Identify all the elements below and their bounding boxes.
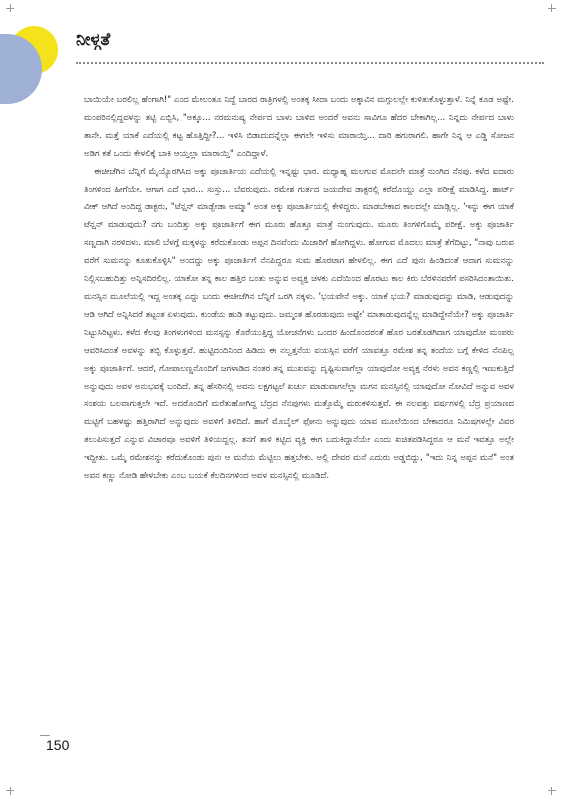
crop-mark	[551, 4, 552, 12]
crop-mark	[10, 4, 11, 12]
footer-rule	[40, 735, 50, 736]
crop-mark	[10, 787, 11, 795]
section-title: ನೀಳ್ಗತೆ	[76, 30, 111, 50]
paragraph: ಈಚೀಚೆಗಿನ ಬೆನ್ನಿಗೆ ಮೈಯ್ಯೊರಗಿಸಿದ ಅಕ್ಕು ಪೂಜಾರ್ತಿಯ ಎದೆಯಲ್ಲಿ ಇನ್ನಷ್ಟು ಭಾರ. ಮಧ್ಯಾಹ್ನ ಮಲಗುವ ಮೊದಲೇ ಮಾತ್ರೆ ನುಂಗಿದ ನೆನಪು. ಕಳೆದ ಐದಾರು ತಿಂಗಳಿಂದ ಹೀಗೆಯೇ. ಆಗಾಗ ಎದೆ ಭಾರ... ಸುಸ್ತು... ಬೆವರುವುದು. ರಮೇಶ ಗುರ್ತದ ಜಯದೇವ ಡಾಕ್ಟರಲ್ಲಿ ಕರೆದೊಯ್ದು ಎಲ್ಲಾ ಪರೀಕ್ಷೆ ಮಾಡಿಸಿದ್ದ. ಹಾರ್ಟ್ ವೀಕ್ ಆಗಿದೆ ಅಂದಿದ್ದ ಡಾಕ್ಟರು, "ಟೆನ್ಷನ್ ಮಾಡ್ಬೇಡಾ ಅಮ್ಮಾ" ಅಂತ ಅಕ್ಕು ಪೂಜಾರ್ತಿಯಲ್ಲಿ ಕೇಳಿದ್ದರು. ಮಾಡಬೇಕಾದ ಕಾಲದಲ್ಲೇ ಮಾಡ್ಲಿಲ್ಲ. 'ಇನ್ನು ಈಗ ಯಾಕೆ ಟೆನ್ಷನ್ ಮಾಡುವುದು? ನಗು ಬಂದಿತ್ತು ಅಕ್ಕು ಪೂಜಾರ್ತಿಗೆ ಈಗ ಮೂರು ಹೊತ್ತೂ ಮಾತ್ರೆ ನುಂಗುವುದು. ಮೂರು ತಿಂಗಳಿಗೊಮ್ಮೆ ಪರೀಕ್ಷೆ. ಅಕ್ಕು ಪೂಜಾರ್ತಿ ಸಣ್ಣದಾಗಿ ನರಳಿದಳು. ಮಾಲಿ ಬೆಳಗ್ಗೆ ಮಕ್ಕಳನ್ನು ಕರೆದುಕೊಂಡು ಅಪ್ಪನ ದಿನವೆಂದು ಮಿಜಾರಿಗೆ ಹೋಗಿದ್ದಳು. ಹೋಗುವ ಮೊದಲು ಮಾತ್ರೆ ತೆಗೆದಿಟ್ಟು, "ನಾವು ಬರುವ ವರೆಗೆ ಸುಮನನ್ನು ಕೂತುಕೊಳ್ಳಿಸಿ" ಅಂದದ್ದು ಅಕ್ಕು ಪೂಜಾರ್ತಿಗೆ ನೆನಪಿದ್ದರೂ ಸುಮ ಹೊರಟಾಗ ಹೇಳಲಿಲ್ಲ. ಈಗ ಎದೆ ಪುನಃ ಹಿಂಡಿದಂತೆ ಆದಾಗ ಸುಮನನ್ನು ನಿಲ್ಲಿಸಬಹುದಿತ್ತು ಅನ್ನಿಸದಿರಲಿಲ್ಲ. ಯಾಕೋ ತನ್ನ ಕಾಲ ಹತ್ತಿರ ಬಂತು ಅನ್ನುವ ಅವ್ಯಕ್ತ ಚಳಕು ಎದೆಯಿಂದ ಹೊರಟು ಕಾಲ ಕಿರು ಬೆರಳಿನವರೆಗೆ ಪಸರಿಸಿದಂತಾಯಿತು. ಮನಸ್ಸಿನ ಮೂಲೆಯಲ್ಲಿ ಇದ್ದ ಅಂತಕ್ಕ ಎದ್ದು ಬಂದು ಈಚೀಚೆಗಿನ ಬೆನ್ನಿಗೆ ಒರಗಿ ನಕ್ಕಳು. 'ಭಯವೇನೆ ಅಕ್ಕು. ಯಾಕೆ ಭಯ? ಮಾಡುವುದನ್ನು ಮಾಡಿ, ಆಡುವುದನ್ನು ಆಡಿ ಆಗಿದೆ ಅನ್ನಿಸಿದರೆ ತಟ್ಟಂತ ಏಳುವುದು. ಕುಂಡೆಯ ಹುಡಿ ತಟ್ಟುವುದು. ಜಮ್ಮಂತ ಹೊರಡುವುದು ಅಷ್ಟೇ' ಮಾತಾಡುವುದನ್ನೆಲ್ಲ ಮಾಡಿದ್ದೇನೆಯೇ? ಅಕ್ಕು ಪೂಜಾರ್ತಿ ನಿಟ್ಟುಸಿರಿಟ್ಟಳು. ಕಳೆದ ಕೆಲವು ತಿಂಗಳುಗಳಿಂದ ಮನಸ್ಸನ್ನು ಕೊರೆಯುತ್ತಿದ್ದ ಯೋಚನೆಗಳು ಒಂದರ ಹಿಂದೊಂದರಂತೆ ಹೊರ ಬರತೊಡಗಿದಾಗ ಯಾವುದೋ ಮಂಪರು ಆವರಿಸಿದಂತೆ ಅವಳನ್ನು ತಬ್ಬಿ ಕೊಳ್ಳುತ್ತವೆ. ಹುಟ್ಟಿದಂದಿನಿಂದ ಹಿಡಿದು ಈ ನಲ್ವತ್ತನೆಯ ವಯಸ್ಸಿನ ವರೆಗೆ ಯಾವತ್ತೂ ರಮೇಶ ತನ್ನ ತಂದೆಯ ಬಗ್ಗೆ ಕೇಳಿದ ನೆನಪಿಲ್ಲ ಅಕ್ಕು ಪೂಜಾರ್ತಿಗೆ. ಆದರೆ, ಗೋಪಾಲಣ್ಣನೊಂದಿಗೆ ಜಗಳಾಡಿದ ನಂತರ ತನ್ನ ಮುಖವನ್ನು ದೃಷ್ಟಿಸುವಾಗೆಲ್ಲಾ ಯಾವುದೋ ಅವ್ಯಕ್ತ ನೆರಳು ಅವನ ಕಣ್ಣಲ್ಲಿ ಇಣುಕುತ್ತಿದೆ ಅನ್ನುವುದು ಅವಳ ಅನುಭವಕ್ಕೆ ಬಂದಿದೆ. ತನ್ನ ಹೆಸರಿನಲ್ಲಿ ಅವನು ಲಕ್ಷಗಟ್ಟಲೆ ಖರ್ಚು ಮಾಡುವಾಗಲೆಲ್ಲಾ ಮಗನ ಮನಸ್ಸಿನಲ್ಲಿ ಯಾವುದೋ ನೋವಿದೆ ಅನ್ನುವ ಅವಳ ಸಂಶಯ ಬಲವಾಗುತ್ತಲೇ ಇದೆ. ಅದರೊಂದಿಗೆ ಮರೆತುಹೋಗಿದ್ದ ಬೆದ್ರದ ನೆನಪುಗಳು ಮತ್ತೊಮ್ಮೆ ಮರುಕಳಿಸುತ್ತವೆ. ಈ ನಲವತ್ತು ವರ್ಷಗಳಲ್ಲಿ ಬೆದ್ರ ಪ್ರಯಾಣದ ಮಟ್ಟಿಗೆ ಬಹಳಷ್ಟು ಹತ್ತಿರಾಗಿದೆ ಅನ್ನುವುದು ಅವಳಿಗೆ ತಿಳಿದಿದೆ. ಹಾಗೆ ಮೊಬೈಲ್ ಫೋನು ಅನ್ನುವುದು ಯಾವ ಮೂಲೆಯಿಂದ ಬೇಕಾದರೂ ನಿಮಿಷಗಳಲ್ಲೇ ವಿವರ ತಲುಪಿಸುತ್ತದೆ ಎನ್ನುವ ವಿಚಾರವೂ ಅವಳಿಗೆ ತಿಳಿಯದ್ದಲ್ಲ. ತನಗೆ ತಾಳಿ ಕಟ್ಟಿದ ವ್ಯಕ್ತಿ ಈಗ ಬದುಕಿದ್ದಾನೆಯೇ ಎಂದು ಖಚಿತಪಡಿಸಿದ್ದರೂ ಆ ಮನೆ ಇವತ್ತೂ ಅಲ್ಲೇ ಇದ್ದೀತು. ಒಮ್ಮೆ ರಮೇಶನನ್ನು ಕರೆದುಕೊಂಡು ಪುನಃ ಆ ಮನೆಯ ಮೆಟ್ಟಿಲು ಹತ್ತಬೇಕು. ಅಲ್ಲಿ ದೇವರ ಮನೆ ಎದುರು ಅಡ್ಡಬಿದ್ದು, "ಇದು ನಿನ್ನ ಅಪ್ಪನ ಮನೆ" ಅಂತ ಅವನ ಕಣ್ಣು ನೋಡಿ ಹೇಳಬೇಕು ಎಂಬ ಬಯಕೆ ಕೆಲದಿನಗಳಿಂದ ಅವಳ ಮನಸ್ಸಿನಲ್ಲಿ ಮೂಡಿದೆ.	[84, 166, 514, 482]
paragraph: ಬಾಯಿಯೇ ಬರಲಿಲ್ಲ ಹೆಂಗಾಗಿ!" ಎಂದ ಮೇಲಂತೂ ನಿದ್ದೆ ಬಾರದ ರಾತ್ರಿಗಳಲ್ಲಿ ಅಂತಕ್ಕ ಸೀದಾ ಬಂದು ಅಕ್ಕಾವಿನ ಮಗ್ಗುಲಲ್ಲೇ ಕುಳಿತುಕೊಳ್ಳುತ್ತಾಳೆ. ನಿನ್ನೆ ಕೂಡ ಅಷ್ಟೇ. ಮಂಪರಿನಲ್ಲಿದ್ದವಳನ್ನು ತಟ್ಟಿ ಎಬ್ಬಿಸಿ, "ಅಕ್ಕೂ... ನರಮನುಷ್ಯ ನೇರ್ಪದ ಬಾಳು ಬಾಳಿದ ಅಂದರೆ ಅವನು ಸಾವಿಗೂ ಹೆದರ ಬೇಕಾಗಿಲ್ಲ... ನಿನ್ನದು ನೇರ್ಪದ ಬಾಳು ತಾನೇ. ಮತ್ತೆ ಯಾಕೆ ಎದೆಯಲ್ಲಿ ಕಟ್ಟ ಹೊತ್ತಿದ್ದೀ?... ಇಳಿಸಿ ಬಿಡಾದುದನ್ನೆಲ್ಲಾ ಈಗಲೇ ಇಳಿಸು ಮಾರಾಯ್ತಿ... ದಾರಿ ಹಗುರಾಗಲಿ. ಹಾಗೇ ನಿನ್ನ ಆ ಎಡ್ಡಿ ಸೋಜನ ಅಡಿಗ ಕತೆ ಒಂದು ಕೇಳಲಿಕ್ಕೆ ಬಾಕಿ ಆಯ್ತಲ್ಲಾ ಮಾರಾಯ್ತಿ" ಎಂದಿದ್ದಾಳೆ.	[84, 95, 514, 159]
page-number: 150	[46, 737, 70, 753]
crop-mark	[548, 790, 556, 791]
header-dotted-rule	[76, 62, 544, 64]
crop-mark	[548, 8, 556, 9]
article-body	[84, 92, 514, 486]
crop-mark	[551, 787, 552, 795]
